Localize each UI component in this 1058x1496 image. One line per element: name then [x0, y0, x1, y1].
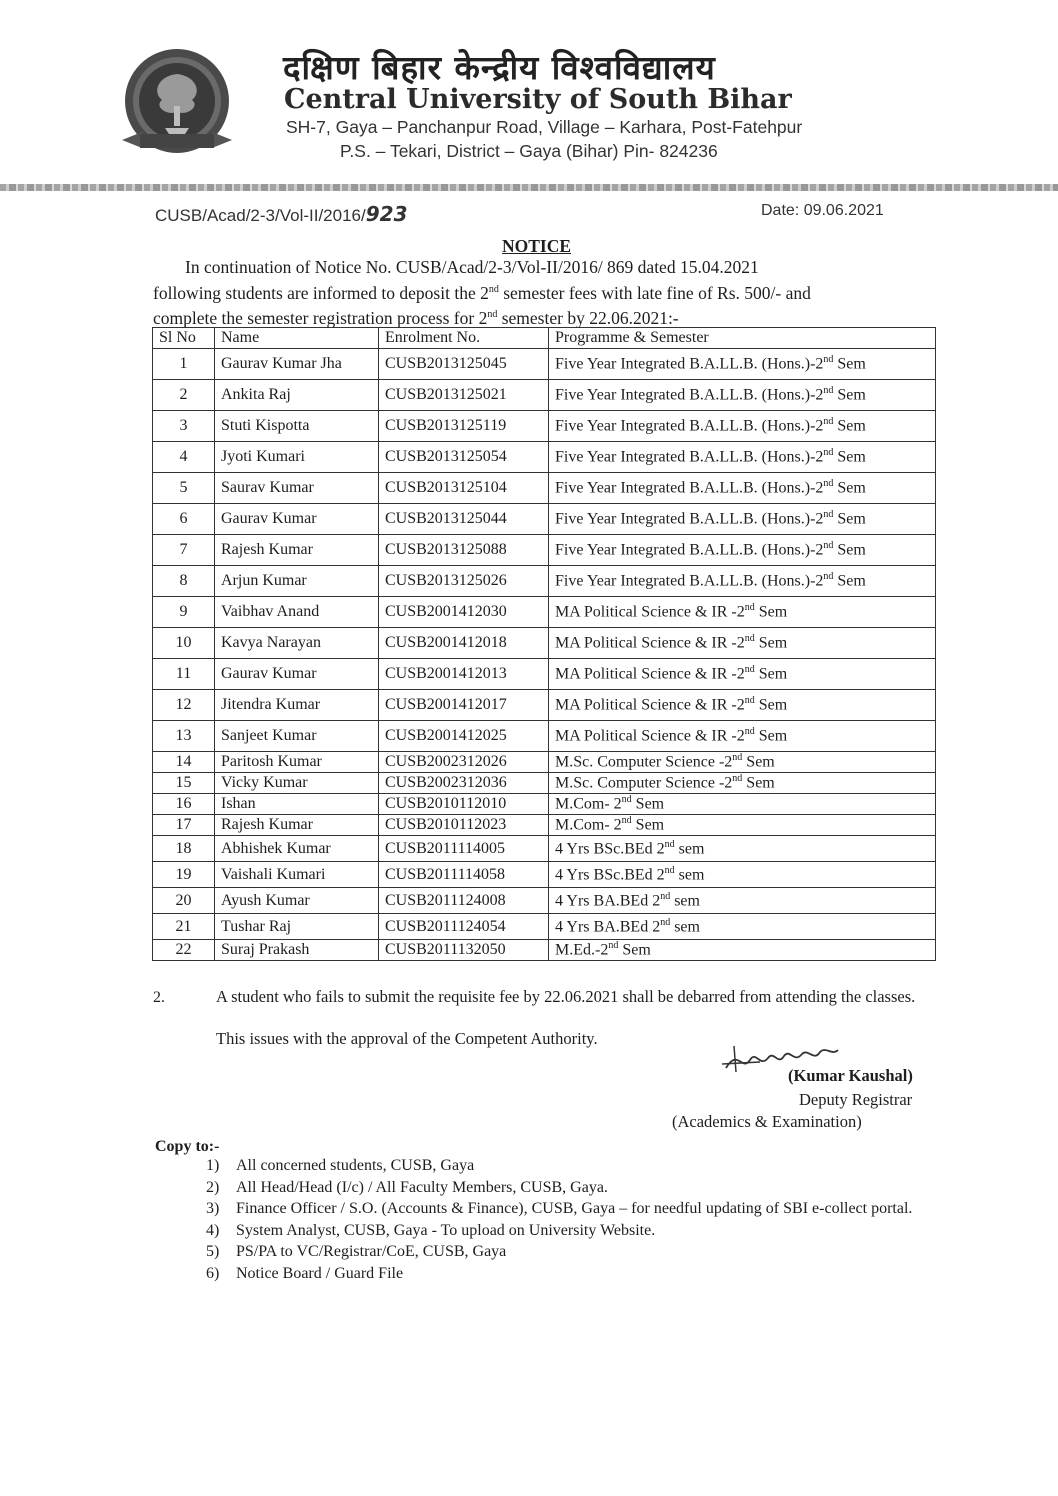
cell-sl-no: 13	[153, 721, 215, 752]
table-row	[153, 721, 936, 752]
address-line-2: P.S. – Tekari, District – Gaya (Bihar) Pin- 824236	[340, 141, 718, 161]
cell-programme: Five Year Integrated B.A.LL.B. (Hons.)-2nd Sem	[549, 380, 936, 411]
cell-sl-no: 5	[153, 473, 215, 504]
cell-name: Saurav Kumar	[215, 473, 379, 504]
copy-to-item-text: PS/PA to VC/Registrar/CoE, CUSB, Gaya	[236, 1243, 507, 1260]
header-sl-no: Sl No	[153, 328, 215, 349]
cell-name: Ishan	[215, 794, 379, 815]
cell-enrolment: CUSB2013125045	[379, 349, 549, 380]
cell-enrolment: CUSB2011124008	[379, 888, 549, 914]
university-name-hindi: दक्षिण बिहार केन्द्रीय विश्वविद्यालय	[283, 48, 716, 87]
table-row	[153, 628, 936, 659]
cell-enrolment: CUSB2013125054	[379, 442, 549, 473]
table-row	[153, 380, 936, 411]
copy-to-item	[206, 1177, 926, 1199]
cell-sl-no: 9	[153, 597, 215, 628]
cell-sl-no: 6	[153, 504, 215, 535]
address-line-1: SH-7, Gaya – Panchanpur Road, Village – Karhara, Post-Fatehpur	[286, 117, 803, 137]
cell-sl-no: 1	[153, 349, 215, 380]
cell-programme: Five Year Integrated B.A.LL.B. (Hons.)-2nd Sem	[549, 349, 936, 380]
cell-sl-no: 18	[153, 836, 215, 862]
cell-sl-no: 2	[153, 380, 215, 411]
university-name-english: Central University of South Bihar	[284, 84, 792, 115]
cell-programme: 4 Yrs BA.BEd 2nd sem	[549, 914, 936, 940]
cell-name: Rajesh Kumar	[215, 815, 379, 836]
cell-sl-no: 20	[153, 888, 215, 914]
cell-name: Gaurav Kumar	[215, 504, 379, 535]
cell-programme: Five Year Integrated B.A.LL.B. (Hons.)-2nd Sem	[549, 442, 936, 473]
reference-prefix: CUSB/Acad/2-3/Vol-II/2016/	[155, 206, 366, 225]
table-row	[153, 773, 936, 794]
cell-sl-no: 21	[153, 914, 215, 940]
cell-enrolment: CUSB2013125026	[379, 566, 549, 597]
copy-to-item-text: Finance Officer / S.O. (Accounts & Finance), CUSB, Gaya – for needful updating of SBI e-collect portal.	[236, 1200, 913, 1217]
cell-enrolment: CUSB2002312036	[379, 773, 549, 794]
header-name: Name	[215, 328, 379, 349]
copy-to-item-number: 3)	[206, 1200, 220, 1217]
table-row	[153, 888, 936, 914]
cell-name: Rajesh Kumar	[215, 535, 379, 566]
copy-to-item-number: 6)	[206, 1264, 220, 1282]
cell-name: Gaurav Kumar	[215, 659, 379, 690]
copy-to-item-number: 1)	[206, 1157, 220, 1174]
notice-title: NOTICE	[502, 236, 572, 256]
copy-to-item-number: 2)	[206, 1178, 220, 1196]
cell-name: Ayush Kumar	[215, 888, 379, 914]
cell-enrolment: CUSB2013125104	[379, 473, 549, 504]
cell-name: Arjun Kumar	[215, 566, 379, 597]
header-enrolment: Enrolment No.	[379, 328, 549, 349]
point-text: A student who fails to submit the requisite fee by 22.06.2021 shall be debarred from attending the classes.	[216, 987, 916, 1006]
cell-programme: MA Political Science & IR -2nd Sem	[549, 597, 936, 628]
cell-sl-no: 19	[153, 862, 215, 888]
cell-name: Stuti Kispotta	[215, 411, 379, 442]
point-number: 2.	[153, 989, 165, 1006]
signatory-department: (Academics & Examination)	[672, 1112, 862, 1131]
table-row	[153, 940, 936, 961]
table-row	[153, 862, 936, 888]
cell-enrolment: CUSB2001412018	[379, 628, 549, 659]
cell-enrolment: CUSB2013125119	[379, 411, 549, 442]
cell-programme: Five Year Integrated B.A.LL.B. (Hons.)-2nd Sem	[549, 504, 936, 535]
table-row	[153, 659, 936, 690]
copy-to-item-text: All concerned students, CUSB, Gaya	[236, 1157, 475, 1174]
table-row	[153, 794, 936, 815]
cell-enrolment: CUSB2001412017	[379, 690, 549, 721]
cell-programme: 4 Yrs BSc.BEd 2nd sem	[549, 862, 936, 888]
copy-to-item	[206, 1198, 926, 1220]
cell-programme: Five Year Integrated B.A.LL.B. (Hons.)-2nd Sem	[549, 411, 936, 442]
cell-enrolment: CUSB2013125088	[379, 535, 549, 566]
university-seal-icon	[118, 44, 236, 162]
cell-enrolment: CUSB2011124054	[379, 914, 549, 940]
cell-enrolment: CUSB2011114058	[379, 862, 549, 888]
cell-programme: M.Sc. Computer Science -2nd Sem	[549, 773, 936, 794]
cell-sl-no: 8	[153, 566, 215, 597]
cell-enrolment: CUSB2011132050	[379, 940, 549, 961]
copy-to-item	[206, 1220, 926, 1242]
copy-to-item-number: 4)	[206, 1221, 220, 1239]
cell-name: Paritosh Kumar	[215, 752, 379, 773]
cell-enrolment: CUSB2013125044	[379, 504, 549, 535]
cell-sl-no: 4	[153, 442, 215, 473]
notice-paragraph	[153, 256, 933, 329]
cell-enrolment: CUSB2011114005	[379, 836, 549, 862]
table-row	[153, 349, 936, 380]
cell-programme: MA Political Science & IR -2nd Sem	[549, 690, 936, 721]
table-row	[153, 836, 936, 862]
cell-name: Jyoti Kumari	[215, 442, 379, 473]
copy-to-list	[206, 1155, 926, 1284]
cell-enrolment: CUSB2013125021	[379, 380, 549, 411]
cell-sl-no: 7	[153, 535, 215, 566]
cell-sl-no: 11	[153, 659, 215, 690]
copy-to-item-text: Notice Board / Guard File	[236, 1264, 404, 1282]
table-row	[153, 535, 936, 566]
cell-programme: M.Com- 2nd Sem	[549, 815, 936, 836]
table-row	[153, 815, 936, 836]
cell-programme: Five Year Integrated B.A.LL.B. (Hons.)-2nd Sem	[549, 473, 936, 504]
cell-programme: M.Com- 2nd Sem	[549, 794, 936, 815]
cell-sl-no: 10	[153, 628, 215, 659]
copy-to-item	[206, 1155, 926, 1177]
cell-enrolment: CUSB2010112023	[379, 815, 549, 836]
student-table	[152, 327, 936, 961]
cell-programme: 4 Yrs BSc.BEd 2nd sem	[549, 836, 936, 862]
header-programme: Programme & Semester	[549, 328, 936, 349]
copy-to-item-number: 5)	[206, 1243, 220, 1260]
table-row	[153, 914, 936, 940]
notice-line-2: following students are informed to deposit the 2nd semester fees with late fine of Rs. 500/- and	[153, 282, 811, 303]
table-row	[153, 504, 936, 535]
cell-enrolment: CUSB2001412013	[379, 659, 549, 690]
table-row	[153, 473, 936, 504]
copy-to-item	[206, 1241, 926, 1263]
table-row	[153, 690, 936, 721]
approval-text: This issues with the approval of the Competent Authority.	[216, 1029, 598, 1048]
table-header-row	[153, 328, 936, 349]
notice-line-1: In continuation of Notice No. CUSB/Acad/2-3/Vol-II/2016/ 869 dated 15.04.2021	[185, 257, 759, 277]
copy-to-item-text: All Head/Head (I/c) / All Faculty Members, CUSB, Gaya.	[236, 1178, 608, 1196]
copy-to-item	[206, 1263, 926, 1285]
cell-sl-no: 15	[153, 773, 215, 794]
reference-handwritten-number: 923	[365, 202, 408, 226]
cell-sl-no: 12	[153, 690, 215, 721]
cell-enrolment: CUSB2001412025	[379, 721, 549, 752]
notice-line-3: complete the semester registration process for 2nd semester by 22.06.2021:-	[153, 307, 679, 328]
cell-sl-no: 16	[153, 794, 215, 815]
cell-name: Suraj Prakash	[215, 940, 379, 961]
cell-sl-no: 14	[153, 752, 215, 773]
cell-programme: MA Political Science & IR -2nd Sem	[549, 659, 936, 690]
cell-name: Jitendra Kumar	[215, 690, 379, 721]
cell-name: Kavya Narayan	[215, 628, 379, 659]
cell-sl-no: 17	[153, 815, 215, 836]
cell-name: Ankita Raj	[215, 380, 379, 411]
cell-programme: 4 Yrs BA.BEd 2nd sem	[549, 888, 936, 914]
cell-name: Sanjeet Kumar	[215, 721, 379, 752]
cell-name: Abhishek Kumar	[215, 836, 379, 862]
table-row	[153, 442, 936, 473]
cell-name: Gaurav Kumar Jha	[215, 349, 379, 380]
copy-to-heading: Copy to:-	[155, 1138, 220, 1155]
cell-name: Vicky Kumar	[215, 773, 379, 794]
cell-enrolment: CUSB2001412030	[379, 597, 549, 628]
cell-name: Vaibhav Anand	[215, 597, 379, 628]
cell-programme: Five Year Integrated B.A.LL.B. (Hons.)-2nd Sem	[549, 535, 936, 566]
table-row	[153, 752, 936, 773]
signatory-name: (Kumar Kaushal)	[788, 1066, 913, 1085]
cell-sl-no: 3	[153, 411, 215, 442]
cell-name: Tushar Raj	[215, 914, 379, 940]
signatory-designation: Deputy Registrar	[799, 1090, 913, 1109]
notice-date: Date: 09.06.2021	[761, 202, 884, 219]
cell-sl-no: 22	[153, 940, 215, 961]
cell-programme: MA Political Science & IR -2nd Sem	[549, 628, 936, 659]
table-row	[153, 597, 936, 628]
cell-enrolment: CUSB2010112010	[379, 794, 549, 815]
cell-programme: Five Year Integrated B.A.LL.B. (Hons.)-2nd Sem	[549, 566, 936, 597]
cell-enrolment: CUSB2002312026	[379, 752, 549, 773]
table-row	[153, 566, 936, 597]
cell-programme: M.Ed.-2nd Sem	[549, 940, 936, 961]
cell-programme: MA Political Science & IR -2nd Sem	[549, 721, 936, 752]
header-divider	[0, 184, 1058, 191]
reference-number	[155, 202, 407, 226]
cell-programme: M.Sc. Computer Science -2nd Sem	[549, 752, 936, 773]
cell-name: Vaishali Kumari	[215, 862, 379, 888]
table-row	[153, 411, 936, 442]
copy-to-item-text: System Analyst, CUSB, Gaya - To upload on University Website.	[236, 1221, 656, 1239]
